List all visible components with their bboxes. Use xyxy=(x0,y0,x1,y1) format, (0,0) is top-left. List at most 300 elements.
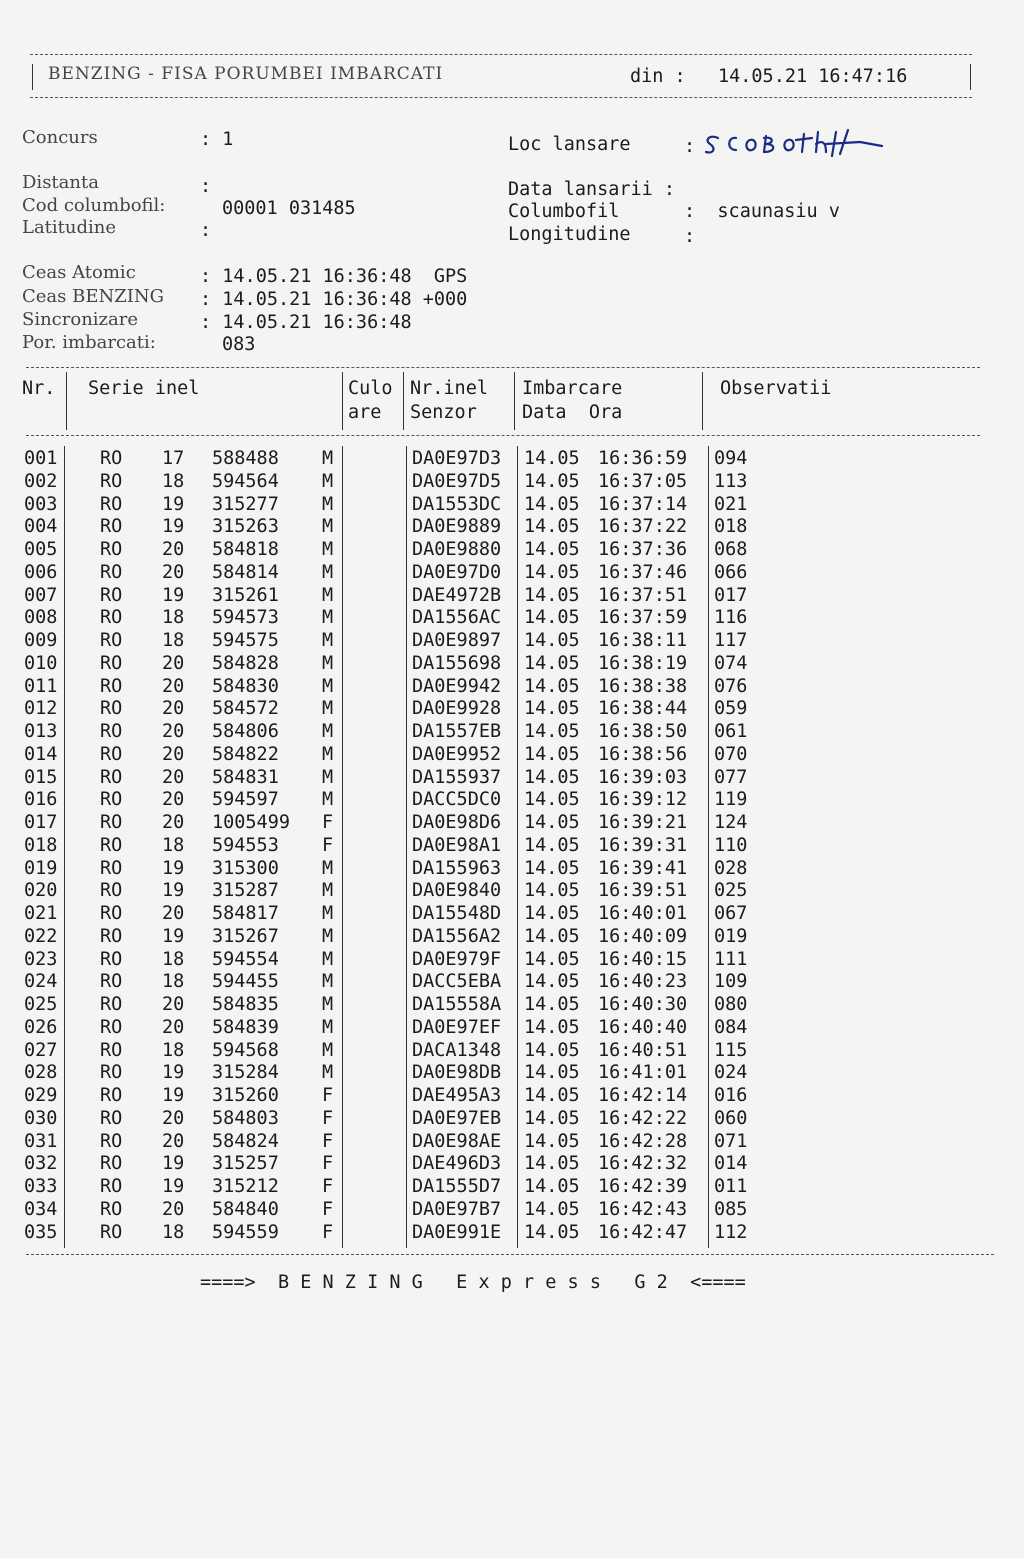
cell-nr: 009 xyxy=(24,630,58,651)
cell-observatii: 019 xyxy=(714,925,748,947)
cell-time: 16:39:03 xyxy=(598,766,688,788)
cell-sex: F xyxy=(322,1221,334,1243)
cell-ring-number: 584839 xyxy=(212,1016,279,1038)
cell-sex: M xyxy=(322,584,334,606)
cell-year: 19 xyxy=(162,1153,185,1175)
cell-year: 20 xyxy=(162,539,185,560)
cell-nr: 034 xyxy=(24,1198,58,1220)
cell-ring-number: 315287 xyxy=(212,880,279,902)
cell-ring-number: 594559 xyxy=(212,1221,279,1243)
cell-observatii: 060 xyxy=(714,1107,748,1129)
table-row xyxy=(0,880,1024,903)
cell-date: 14.05 xyxy=(524,675,580,697)
table-bottom-rule xyxy=(26,1254,994,1255)
cell-time: 16:42:14 xyxy=(598,1085,688,1106)
table-header-rule xyxy=(26,435,980,436)
porumbei-imbarcati-value: 083 xyxy=(222,334,256,355)
cell-sensor-id: DA0E98AE xyxy=(412,1130,502,1152)
cell-sex: M xyxy=(322,1039,334,1061)
cell-observatii: 071 xyxy=(714,1130,748,1152)
cell-country: RO xyxy=(100,948,123,970)
col-header-nr: Nr. xyxy=(22,378,56,399)
cell-country: RO xyxy=(100,675,123,697)
cell-time: 16:38:11 xyxy=(598,630,688,651)
cell-country: RO xyxy=(100,584,123,606)
table-row xyxy=(0,448,1024,471)
cell-date: 14.05 xyxy=(524,1039,580,1061)
cell-nr: 008 xyxy=(24,607,58,629)
cell-year: 20 xyxy=(162,1130,185,1152)
table-row xyxy=(0,630,1024,653)
footer-brand: ====> B E N Z I N G E x p r e s s G 2 <==== xyxy=(200,1272,746,1293)
cell-time: 16:37:14 xyxy=(598,493,688,515)
cell-ring-number: 584840 xyxy=(212,1198,279,1220)
cell-sensor-id: DA0E98A1 xyxy=(412,834,502,856)
cell-date: 14.05 xyxy=(524,971,580,993)
concurs-value: : 1 xyxy=(200,129,234,150)
cell-time: 16:38:44 xyxy=(598,698,688,720)
cell-year: 17 xyxy=(162,448,185,469)
cell-time: 16:42:39 xyxy=(598,1176,688,1197)
cell-ring-number: 315212 xyxy=(212,1176,279,1197)
cell-year: 20 xyxy=(162,652,185,674)
col-header-observatii: Observatii xyxy=(720,378,832,399)
cell-nr: 029 xyxy=(24,1085,58,1106)
concurs-label: Concurs xyxy=(22,127,98,148)
cell-country: RO xyxy=(100,1153,123,1175)
cell-observatii: 024 xyxy=(714,1062,748,1084)
cell-ring-number: 594554 xyxy=(212,948,279,970)
cell-sex: M xyxy=(322,539,334,560)
cell-year: 20 xyxy=(162,1107,185,1129)
cell-date: 14.05 xyxy=(524,1176,580,1197)
col-divider xyxy=(702,372,703,430)
cell-sensor-id: DA0E98DB xyxy=(412,1062,502,1084)
table-row xyxy=(0,562,1024,585)
cell-date: 14.05 xyxy=(524,1130,580,1152)
table-row xyxy=(0,494,1024,517)
table-row xyxy=(0,1131,1024,1154)
cell-date: 14.05 xyxy=(524,516,580,538)
table-row xyxy=(0,1222,1024,1245)
cell-time: 16:39:31 xyxy=(598,834,688,856)
col-header-culoare-2: are xyxy=(348,402,382,423)
cell-date: 14.05 xyxy=(524,1085,580,1106)
title-box-bottom-rule xyxy=(30,97,972,98)
cell-date: 14.05 xyxy=(524,721,580,742)
table-row xyxy=(0,744,1024,767)
cell-sensor-id: DA1556A2 xyxy=(412,925,502,947)
cell-time: 16:38:50 xyxy=(598,721,688,742)
cell-time: 16:37:05 xyxy=(598,470,688,492)
cell-observatii: 066 xyxy=(714,561,748,583)
cell-sex: M xyxy=(322,470,334,492)
cell-nr: 013 xyxy=(24,721,58,742)
table-row xyxy=(0,721,1024,744)
cell-sensor-id: DA0E9889 xyxy=(412,516,502,538)
cell-sensor-id: DA0E991E xyxy=(412,1221,502,1243)
loc-lansare-value: : xyxy=(684,136,696,157)
cell-time: 16:42:28 xyxy=(598,1130,688,1152)
cell-sex: M xyxy=(322,630,334,651)
cell-country: RO xyxy=(100,630,123,651)
cell-observatii: 028 xyxy=(714,857,748,879)
cell-time: 16:40:01 xyxy=(598,903,688,924)
cell-sex: F xyxy=(322,834,334,856)
cell-ring-number: 588488 xyxy=(212,448,279,469)
cell-observatii: 059 xyxy=(714,698,748,720)
cell-ring-number: 315300 xyxy=(212,857,279,879)
cell-time: 16:38:38 xyxy=(598,675,688,697)
table-row xyxy=(0,812,1024,835)
cell-ring-number: 584824 xyxy=(212,1130,279,1152)
table-row xyxy=(0,1108,1024,1131)
cell-sensor-id: DA0E97D0 xyxy=(412,561,502,583)
cell-nr: 023 xyxy=(24,948,58,970)
cell-sensor-id: DA0E98D6 xyxy=(412,812,502,833)
cell-country: RO xyxy=(100,1198,123,1220)
cell-nr: 032 xyxy=(24,1153,58,1175)
cell-nr: 028 xyxy=(24,1062,58,1084)
cell-sex: F xyxy=(322,1107,334,1129)
col-header-imbarcare-1: Imbarcare xyxy=(522,378,623,399)
cell-date: 14.05 xyxy=(524,607,580,629)
cell-year: 18 xyxy=(162,470,185,492)
cell-year: 19 xyxy=(162,584,185,606)
cell-ring-number: 584814 xyxy=(212,561,279,583)
cell-time: 16:39:21 xyxy=(598,812,688,833)
cell-observatii: 070 xyxy=(714,743,748,765)
col-header-culoare-1: Culo xyxy=(348,378,393,399)
cell-observatii: 116 xyxy=(714,607,748,629)
cell-observatii: 111 xyxy=(714,948,748,970)
table-row xyxy=(0,676,1024,699)
cell-date: 14.05 xyxy=(524,925,580,947)
cell-date: 14.05 xyxy=(524,880,580,902)
data-lansarii-label: Data lansarii : xyxy=(508,179,676,200)
cell-observatii: 094 xyxy=(714,448,748,469)
cell-sex: M xyxy=(322,789,334,811)
cell-time: 16:42:32 xyxy=(598,1153,688,1175)
cell-year: 18 xyxy=(162,1221,185,1243)
cell-date: 14.05 xyxy=(524,493,580,515)
cell-sensor-id: DA0E97EF xyxy=(412,1016,502,1038)
cell-nr: 022 xyxy=(24,925,58,947)
cell-sex: M xyxy=(322,493,334,515)
distanta-value: : xyxy=(200,176,212,197)
cell-time: 16:37:59 xyxy=(598,607,688,629)
cell-sex: M xyxy=(322,1016,334,1038)
columbofil-label: Columbofil xyxy=(508,201,620,222)
cell-sensor-id: DA155698 xyxy=(412,652,502,674)
cell-date: 14.05 xyxy=(524,743,580,765)
cell-date: 14.05 xyxy=(524,630,580,651)
cell-ring-number: 584822 xyxy=(212,743,279,765)
cell-country: RO xyxy=(100,812,123,833)
cell-country: RO xyxy=(100,971,123,993)
cell-date: 14.05 xyxy=(524,789,580,811)
table-row xyxy=(0,698,1024,721)
cell-sex: F xyxy=(322,1085,334,1106)
cell-year: 18 xyxy=(162,834,185,856)
cell-sensor-id: DA0E97B7 xyxy=(412,1198,502,1220)
cell-sensor-id: DA155963 xyxy=(412,857,502,879)
cell-country: RO xyxy=(100,1107,123,1129)
cell-sensor-id: DAE496D3 xyxy=(412,1153,502,1175)
cell-time: 16:37:51 xyxy=(598,584,688,606)
cell-date: 14.05 xyxy=(524,1221,580,1243)
col-header-nr-inel-1: Nr.inel xyxy=(410,378,488,399)
cell-year: 20 xyxy=(162,812,185,833)
latitudine-label: Latitudine xyxy=(22,217,117,238)
cell-observatii: 112 xyxy=(714,1221,748,1243)
cell-observatii: 018 xyxy=(714,516,748,538)
table-row xyxy=(0,949,1024,972)
cell-sensor-id: DA0E979F xyxy=(412,948,502,970)
page-title: BENZING - FISA PORUMBEI IMBARCATI xyxy=(48,64,444,84)
cell-nr: 025 xyxy=(24,994,58,1015)
cell-ring-number: 315284 xyxy=(212,1062,279,1084)
cell-year: 20 xyxy=(162,698,185,720)
cell-country: RO xyxy=(100,766,123,788)
cell-nr: 001 xyxy=(24,448,58,469)
cell-sensor-id: DAE495A3 xyxy=(412,1085,502,1106)
cell-year: 19 xyxy=(162,1062,185,1084)
loc-lansare-label: Loc lansare xyxy=(508,134,631,155)
cell-sex: M xyxy=(322,743,334,765)
cell-year: 20 xyxy=(162,675,185,697)
title-box-top-rule xyxy=(30,54,972,55)
cell-sensor-id: DA0E97D5 xyxy=(412,470,502,492)
table-row xyxy=(0,903,1024,926)
cell-ring-number: 584835 xyxy=(212,994,279,1015)
cell-ring-number: 594573 xyxy=(212,607,279,629)
cell-ring-number: 584818 xyxy=(212,539,279,560)
cell-ring-number: 594455 xyxy=(212,971,279,993)
cell-sex: M xyxy=(322,698,334,720)
table-row xyxy=(0,1017,1024,1040)
cell-nr: 014 xyxy=(24,743,58,765)
cell-sex: M xyxy=(322,516,334,538)
columbofil-value: : scaunasiu v xyxy=(684,201,840,222)
cell-country: RO xyxy=(100,1085,123,1106)
cell-observatii: 080 xyxy=(714,994,748,1015)
cell-time: 16:38:56 xyxy=(598,743,688,765)
cell-observatii: 109 xyxy=(714,971,748,993)
cell-year: 19 xyxy=(162,1176,185,1197)
cell-year: 18 xyxy=(162,630,185,651)
cell-sex: M xyxy=(322,607,334,629)
cell-observatii: 119 xyxy=(714,789,748,811)
cell-time: 16:37:36 xyxy=(598,539,688,560)
cell-sensor-id: DA1555D7 xyxy=(412,1176,502,1197)
cell-sensor-id: DA15558A xyxy=(412,994,502,1015)
cell-sensor-id: DA15548D xyxy=(412,903,502,924)
cell-observatii: 077 xyxy=(714,766,748,788)
cell-year: 19 xyxy=(162,925,185,947)
cell-nr: 017 xyxy=(24,812,58,833)
col-divider xyxy=(514,372,515,430)
table-row xyxy=(0,471,1024,494)
cell-nr: 005 xyxy=(24,539,58,560)
table-row xyxy=(0,1199,1024,1222)
din-label: din : xyxy=(630,66,686,87)
cell-year: 19 xyxy=(162,493,185,515)
cell-observatii: 076 xyxy=(714,675,748,697)
cell-observatii: 067 xyxy=(714,903,748,924)
cell-nr: 006 xyxy=(24,561,58,583)
cell-observatii: 017 xyxy=(714,584,748,606)
longitudine-label: Longitudine xyxy=(508,224,631,245)
cell-year: 20 xyxy=(162,743,185,765)
cell-time: 16:37:46 xyxy=(598,561,688,583)
cell-ring-number: 315267 xyxy=(212,925,279,947)
cell-sex: M xyxy=(322,721,334,742)
cell-date: 14.05 xyxy=(524,561,580,583)
cell-time: 16:36:59 xyxy=(598,448,688,469)
cell-time: 16:40:09 xyxy=(598,925,688,947)
cell-observatii: 085 xyxy=(714,1198,748,1220)
cod-columbofil-label: Cod columbofil: xyxy=(22,195,166,216)
cell-country: RO xyxy=(100,516,123,538)
cell-time: 16:39:12 xyxy=(598,789,688,811)
cell-year: 18 xyxy=(162,607,185,629)
cell-observatii: 117 xyxy=(714,630,748,651)
cell-country: RO xyxy=(100,880,123,902)
latitudine-value: : xyxy=(200,220,212,241)
table-top-rule xyxy=(26,367,980,368)
cell-time: 16:40:23 xyxy=(598,971,688,993)
table-row xyxy=(0,653,1024,676)
cell-ring-number: 1005499 xyxy=(212,812,290,833)
cell-country: RO xyxy=(100,743,123,765)
table-row xyxy=(0,539,1024,562)
title-box-left-bar xyxy=(32,64,33,90)
cell-observatii: 110 xyxy=(714,834,748,856)
col-divider xyxy=(342,372,343,430)
cell-nr: 030 xyxy=(24,1107,58,1129)
col-divider xyxy=(66,372,67,430)
cell-time: 16:37:22 xyxy=(598,516,688,538)
cell-country: RO xyxy=(100,539,123,560)
cell-observatii: 115 xyxy=(714,1039,748,1061)
table-row xyxy=(0,971,1024,994)
cell-ring-number: 584828 xyxy=(212,652,279,674)
cell-date: 14.05 xyxy=(524,652,580,674)
cell-nr: 002 xyxy=(24,470,58,492)
cell-time: 16:42:22 xyxy=(598,1107,688,1129)
din-value: 14.05.21 16:47:16 xyxy=(718,66,908,87)
cell-sensor-id: DACC5DC0 xyxy=(412,789,502,811)
cell-year: 20 xyxy=(162,903,185,924)
cell-country: RO xyxy=(100,1130,123,1152)
cell-sensor-id: DA0E9840 xyxy=(412,880,502,902)
sincronizare-label: Sincronizare xyxy=(22,309,139,330)
cell-sensor-id: DACC5EBA xyxy=(412,971,502,993)
cell-sex: M xyxy=(322,948,334,970)
cell-year: 19 xyxy=(162,516,185,538)
cell-sensor-id: DA0E9928 xyxy=(412,698,502,720)
cell-sex: F xyxy=(322,1130,334,1152)
cell-country: RO xyxy=(100,789,123,811)
cell-date: 14.05 xyxy=(524,470,580,492)
cell-observatii: 074 xyxy=(714,652,748,674)
cell-date: 14.05 xyxy=(524,834,580,856)
cell-year: 20 xyxy=(162,1016,185,1038)
cell-sex: M xyxy=(322,903,334,924)
cell-time: 16:42:43 xyxy=(598,1198,688,1220)
cell-ring-number: 584803 xyxy=(212,1107,279,1129)
cell-nr: 021 xyxy=(24,903,58,924)
table-row xyxy=(0,585,1024,608)
ceas-benzing-value: : 14.05.21 16:36:48 +000 xyxy=(200,289,468,310)
cell-country: RO xyxy=(100,652,123,674)
sincronizare-value: : 14.05.21 16:36:48 xyxy=(200,312,412,333)
table-row xyxy=(0,607,1024,630)
cell-country: RO xyxy=(100,698,123,720)
cell-year: 20 xyxy=(162,766,185,788)
cell-date: 14.05 xyxy=(524,903,580,924)
cell-sex: F xyxy=(322,1176,334,1197)
cell-sensor-id: DA1557EB xyxy=(412,721,502,742)
cell-year: 18 xyxy=(162,1039,185,1061)
cell-observatii: 025 xyxy=(714,880,748,902)
cell-ring-number: 315277 xyxy=(212,493,279,515)
cell-sex: M xyxy=(322,561,334,583)
cell-date: 14.05 xyxy=(524,857,580,879)
cell-country: RO xyxy=(100,721,123,742)
cell-time: 16:42:47 xyxy=(598,1221,688,1243)
cell-ring-number: 315263 xyxy=(212,516,279,538)
cell-country: RO xyxy=(100,448,123,469)
cell-nr: 007 xyxy=(24,584,58,606)
cell-date: 14.05 xyxy=(524,448,580,469)
table-row xyxy=(0,926,1024,949)
cell-sex: M xyxy=(322,971,334,993)
cell-nr: 026 xyxy=(24,1016,58,1038)
cell-nr: 004 xyxy=(24,516,58,538)
cell-time: 16:39:51 xyxy=(598,880,688,902)
cell-time: 16:40:15 xyxy=(598,948,688,970)
table-row xyxy=(0,1153,1024,1176)
cell-country: RO xyxy=(100,1221,123,1243)
cell-country: RO xyxy=(100,493,123,515)
cod-columbofil-value: 00001 031485 xyxy=(222,198,356,219)
cell-observatii: 124 xyxy=(714,812,748,833)
cell-sex: M xyxy=(322,652,334,674)
cell-country: RO xyxy=(100,1039,123,1061)
title-box-right-bar xyxy=(970,64,971,90)
cell-sex: F xyxy=(322,1153,334,1175)
cell-sex: M xyxy=(322,675,334,697)
cell-country: RO xyxy=(100,1062,123,1084)
table-row xyxy=(0,789,1024,812)
cell-observatii: 068 xyxy=(714,539,748,560)
cell-sensor-id: DA1553DC xyxy=(412,493,502,515)
cell-nr: 003 xyxy=(24,493,58,515)
cell-year: 18 xyxy=(162,971,185,993)
cell-sensor-id: DAE4972B xyxy=(412,584,502,606)
cell-date: 14.05 xyxy=(524,1016,580,1038)
cell-nr: 035 xyxy=(24,1221,58,1243)
cell-nr: 015 xyxy=(24,766,58,788)
cell-ring-number: 315257 xyxy=(212,1153,279,1175)
cell-ring-number: 584817 xyxy=(212,903,279,924)
cell-nr: 016 xyxy=(24,789,58,811)
cell-nr: 011 xyxy=(24,675,58,697)
cell-date: 14.05 xyxy=(524,584,580,606)
table-row xyxy=(0,1062,1024,1085)
